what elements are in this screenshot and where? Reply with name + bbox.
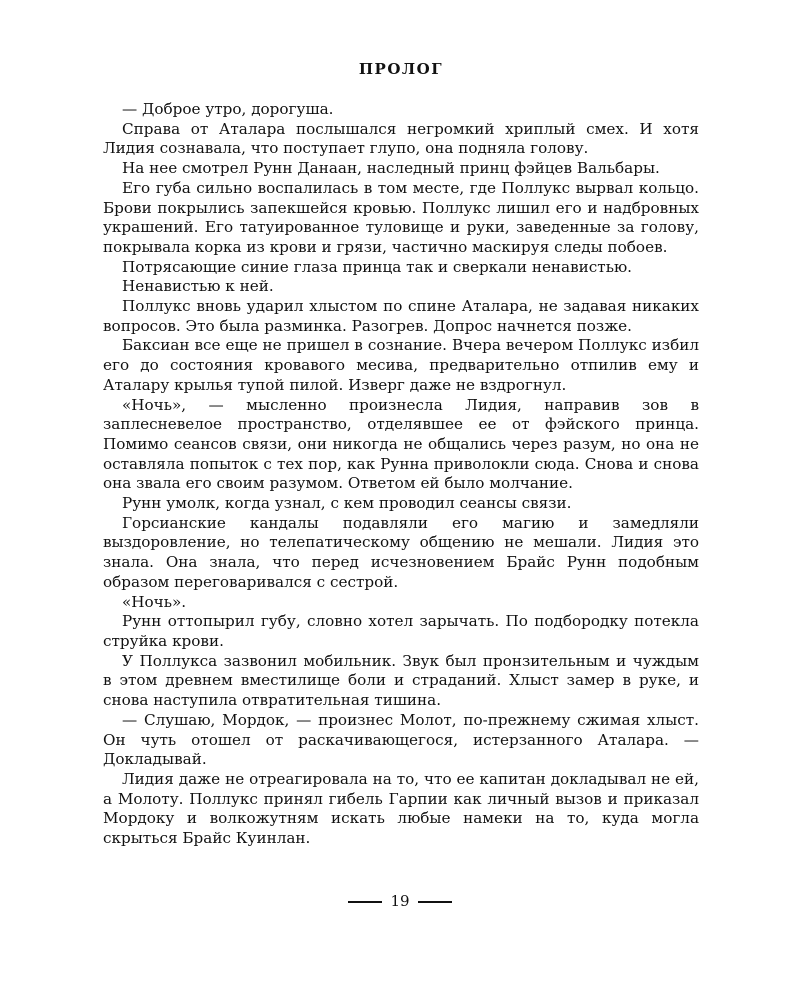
paragraph: — Доброе утро, дорогуша. [122,100,334,118]
paragraph: Баксиан все еще не пришел в сознание. Вчера вечером Поллукс избил его до состояния кровавого месива, предварительно отпилив ему и Аталару крылья тупой пилой. Изверг даже не вздрогнул. [103,336,699,394]
dash-right [418,901,452,903]
page-number-footer [0,892,800,910]
chapter-title: ПРОЛОГ [358,60,444,78]
book-page [103,58,699,849]
paragraph: На нее смотрел Рунн Данаан, наследный принц фэйцев Вальбары. [122,159,660,178]
paragraph: «Ночь», — мысленно произнесла Лидия, направив зов в заплесневелое пространство, отделявшее ее от фэйского принца. Помимо сеансов связи, они никогда не общались через разум, но она не оставляла попыток с тех пор, как Рунна приволокли сюда. Снова и снова она звала его своим разумом. Ответом ей было молчание. [103,395,699,493]
dash-left [348,901,382,903]
paragraph: Поллукс вновь ударил хлыстом по спине Аталара, не задавая никаких вопросов. Это была разминка. Разогрев. Допрос начнется позже. [103,297,699,335]
paragraph: Рунн умолк, когда узнал, с кем проводил сеансы связи. [122,494,572,513]
paragraph: Рунн оттопырил губу, словно хотел зарычать. По подбородку потекла струйка крови. [103,612,699,650]
paragraph: Потрясающие синие глаза принца так и сверкали ненавистью. [122,257,633,276]
paragraph: Лидия даже не отреагировала на то, что ее капитан докладывал не ей, а Молоту. Поллукс принял гибель Гарпии как личный вызов и приказал Мордоку и волкожутням искать любые намеки на то, куда могла скрыться Брайс Куинлан. [103,769,699,848]
paragraph: Его губа сильно воспалилась в том месте, где Поллукс вырвал кольцо. Брови покрылись запекшейся кровью. Поллукс лишил его и надбровных украшений. Его татуированное туловище и руки, заведенные за голову, покрывала корка из крови и грязи, частично маскируя следы побоев. [103,178,699,256]
page-number: 19 [390,892,410,910]
paragraph: — Слушаю, Мордок, — произнес Молот, по-прежнему сжимая хлыст. Он чуть отошел от раскачивающегося, истерзанного Аталара. — Докладывай. [103,710,699,769]
paragraph: Справа от Аталара послышался негромкий хриплый смех. И хотя Лидия сознавала, что поступает глупо, она подняла голову. [103,119,699,158]
paragraph: У Поллукса зазвонил мобильник. Звук был пронзительным и чуждым в этом древнем вместилище боли и страданий. Хлыст замер в руке, и снова наступила отвратительная тишина. [103,651,699,710]
paragraph: Горсианские кандалы подавляли его магию и замедляли выздоровление, но телепатическому общению не мешали. Лидия это знала. Она знала, что перед исчезновением Брайс Рунн подобным образом переговаривался с сестрой. [103,513,699,591]
body-text [103,100,699,849]
paragraph: «Ночь». [122,592,187,611]
paragraph: Ненавистью к ней. [122,277,274,296]
